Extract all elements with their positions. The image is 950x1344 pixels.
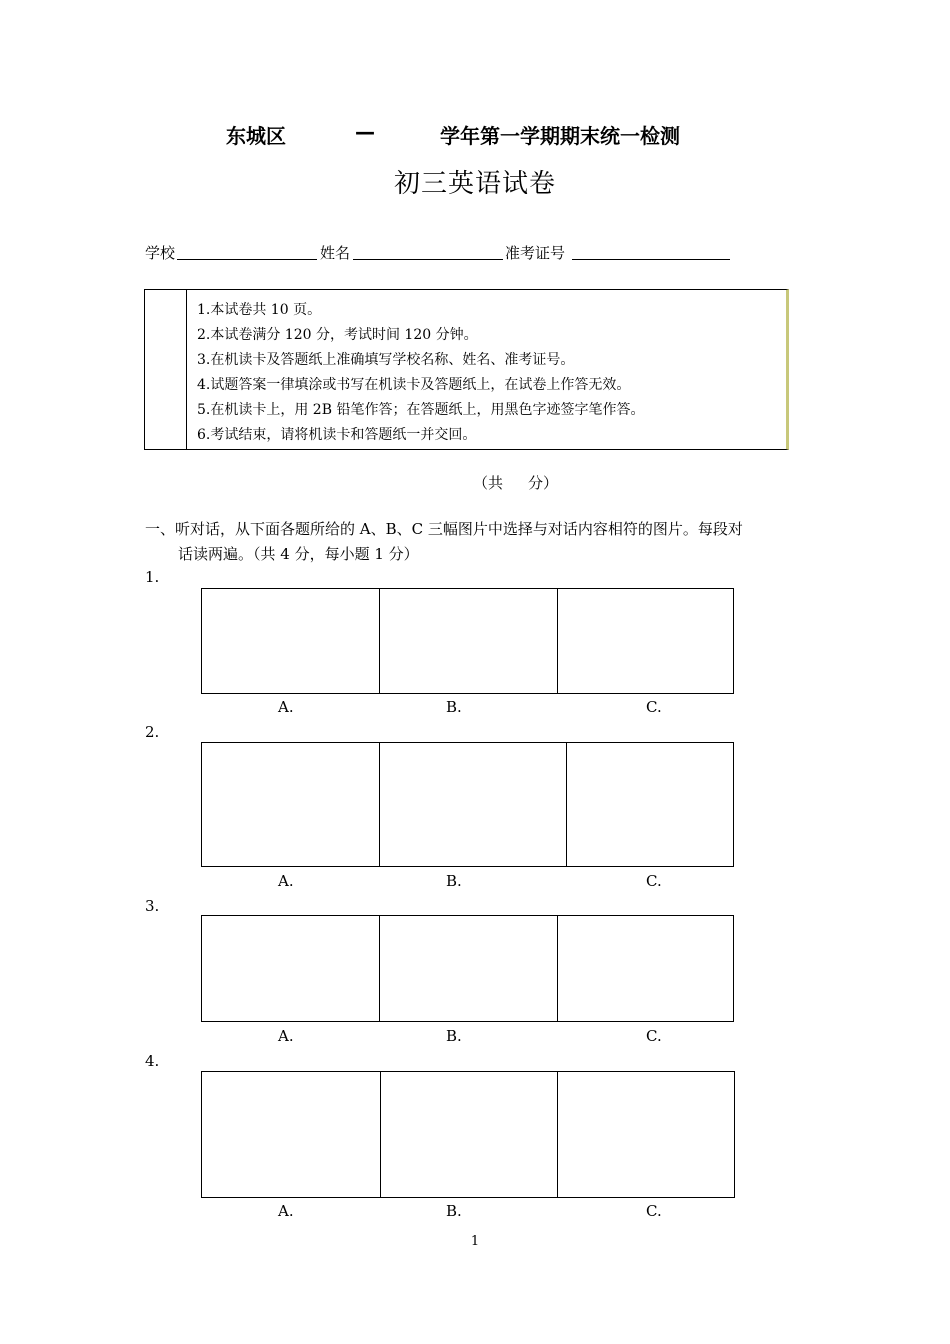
- year-dash: —: [355, 120, 375, 144]
- question-number: 3.: [145, 897, 160, 915]
- option-c-label: C.: [646, 1202, 662, 1220]
- picture-row-q4: [201, 1071, 735, 1198]
- option-b-label: B.: [446, 872, 462, 890]
- term-title: 学年第一学期期末统一检测: [440, 124, 680, 148]
- exam-id-label: 准考证号: [505, 244, 566, 262]
- notice-item: 4.试题答案一律填涂或书写在机读卡及答题纸上，在试卷上作答无效。: [197, 377, 631, 393]
- notice-item: 1.本试卷共 10 页。: [197, 302, 322, 318]
- picture-c[interactable]: [566, 743, 733, 866]
- exam-title: [0, 120, 950, 150]
- picture-b[interactable]: [379, 743, 567, 866]
- option-a-label: A.: [278, 698, 294, 716]
- notice-item: 2.本试卷满分 120 分，考试时间 120 分钟。: [197, 327, 478, 343]
- notice-item: 6.考试结束，请将机读卡和答题纸一并交回。: [197, 427, 477, 443]
- option-b-label: B.: [446, 1027, 462, 1045]
- part1-instruction-line1: 一、听对话，从下面各题所给的 A、B、C 三幅图片中选择与对话内容相符的图片。每段对: [145, 520, 743, 538]
- subject-title: 初三英语试卷: [393, 169, 556, 199]
- option-b-label: B.: [446, 698, 462, 716]
- notice-item: 3.在机读卡及答题纸上准确填写学校名称、姓名、准考证号。: [197, 352, 575, 368]
- school-label: 学校: [145, 244, 176, 262]
- picture-row-q3: [201, 915, 734, 1022]
- notice-box: [144, 289, 789, 450]
- picture-c[interactable]: [557, 589, 733, 693]
- picture-c[interactable]: [557, 916, 733, 1021]
- option-b-label: B.: [446, 1202, 462, 1220]
- option-c-label: C.: [646, 872, 662, 890]
- district-name: 东城区: [226, 124, 286, 148]
- picture-b[interactable]: [380, 1072, 558, 1197]
- picture-a[interactable]: [202, 589, 380, 693]
- picture-c[interactable]: [557, 1072, 734, 1197]
- option-a-label: A.: [278, 1027, 294, 1045]
- notice-items: [197, 299, 644, 449]
- name-blank[interactable]: [353, 259, 503, 260]
- picture-row-q2: [201, 742, 734, 867]
- section-score-open: （共: [473, 474, 504, 492]
- section-score-close: 分）: [528, 474, 559, 492]
- picture-a[interactable]: [202, 916, 380, 1021]
- notice-item: 5.在机读卡上，用 2B 铅笔作答；在答题纸上，用黑色字迹签字笔作答。: [197, 402, 645, 418]
- option-a-label: A.: [278, 1202, 294, 1220]
- picture-a[interactable]: [202, 1072, 381, 1197]
- picture-row-q1: [201, 588, 734, 694]
- picture-b[interactable]: [379, 589, 558, 693]
- picture-a[interactable]: [202, 743, 380, 866]
- question-number: 4.: [145, 1052, 160, 1070]
- option-c-label: C.: [646, 1027, 662, 1045]
- notice-side-column: [145, 290, 187, 449]
- option-c-label: C.: [646, 698, 662, 716]
- picture-b[interactable]: [379, 916, 558, 1021]
- page-number: 1: [470, 1234, 480, 1249]
- name-label: 姓名: [320, 244, 351, 262]
- question-number: 2.: [145, 723, 160, 741]
- school-blank[interactable]: [177, 259, 317, 260]
- question-number: 1.: [145, 568, 160, 586]
- exam-id-blank[interactable]: [572, 259, 730, 260]
- part1-instruction-line2: 话读两遍。（共 4 分，每小题 1 分）: [178, 545, 419, 563]
- option-a-label: A.: [278, 872, 294, 890]
